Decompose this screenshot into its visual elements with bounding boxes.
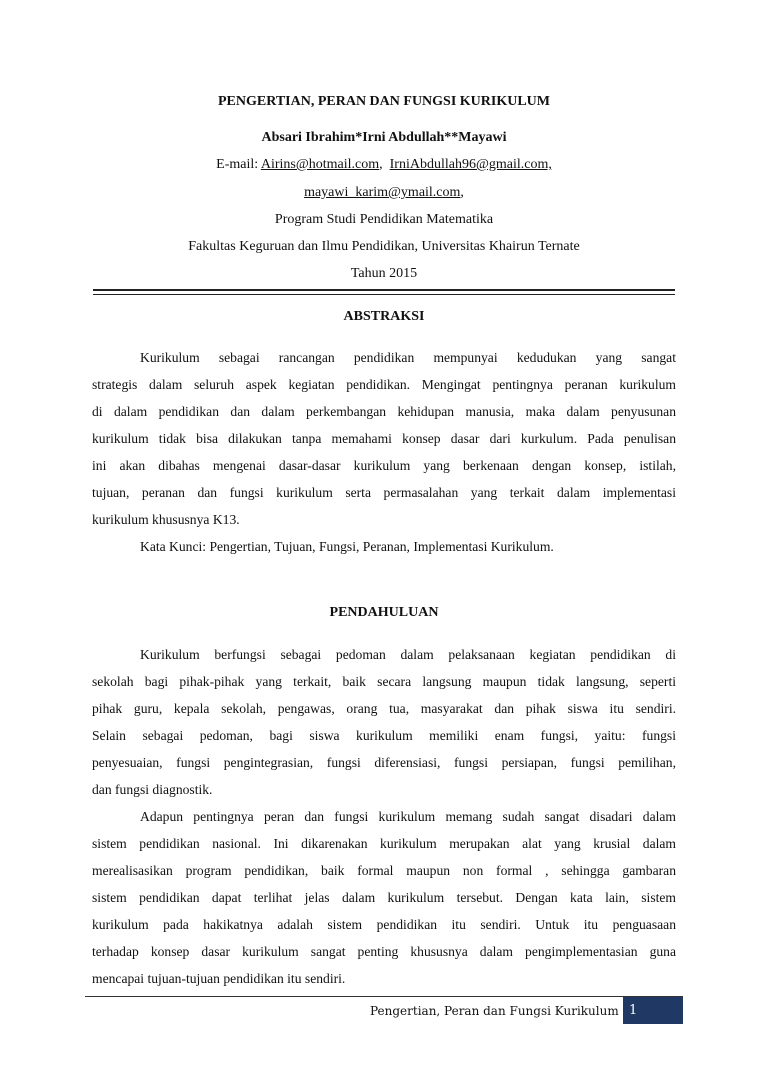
intro-line: kurikulum pada hakikatnya adalah sistem pendidikan itu sendiri. Untuk itu penguasaan bbox=[92, 917, 676, 932]
intro-line: sekolah bagi pihak-pihak yang terkait, baik secara langsung maupun tidak langsung, seperti bbox=[92, 674, 676, 689]
authors: Absari Ibrahim*Irni Abdullah**Mayawi bbox=[261, 130, 507, 145]
email-link-3[interactable]: mayawi_karim@ymail.com bbox=[304, 185, 461, 200]
abstract-line: Kurikulum sebagai rancangan pendidikan mempunyai kedudukan yang sangat bbox=[140, 350, 676, 365]
intro-line: dan fungsi diagnostik. bbox=[92, 782, 213, 797]
intro-line: sistem pendidikan dapat terlihat jelas dalam kurikulum tersebut. Dengan kata lain, sistem bbox=[92, 890, 676, 905]
year: Tahun 2015 bbox=[350, 266, 418, 281]
paper-title: PENGERTIAN, PERAN DAN FUNGSI KURIKULUM bbox=[217, 94, 551, 109]
intro-line: Selain sebagai pedoman, bagi siswa kurikulum memiliki enam fungsi, yaitu: fungsi bbox=[92, 728, 676, 743]
intro-heading: PENDAHULUAN bbox=[329, 605, 439, 620]
divider bbox=[93, 294, 675, 295]
faculty: Fakultas Keguruan dan Ilmu Pendidikan, Universitas Khairun Ternate bbox=[188, 239, 580, 254]
email-link-2[interactable]: IrniAbdullah96@gmail.com, bbox=[389, 157, 552, 172]
intro-line: sistem pendidikan nasional. Ini dikarenakan kurikulum merupakan alat yang krusial dalam bbox=[92, 836, 676, 851]
keywords: Kata Kunci: Pengertian, Tujuan, Fungsi, Peranan, Implementasi Kurikulum. bbox=[140, 539, 554, 554]
page-number: 1 bbox=[623, 997, 683, 1024]
abstract-line: kurikulum khususnya K13. bbox=[92, 512, 240, 527]
intro-line: penyesuaian, fungsi pengintegrasian, fungsi diferensiasi, fungsi persiapan, fungsi pemilihan, bbox=[92, 755, 676, 770]
intro-line: Adapun pentingnya peran dan fungsi kurikulum memang sudah sangat disadari dalam bbox=[140, 809, 676, 824]
intro-line: mencapai tujuan-tujuan pendidikan itu sendiri. bbox=[92, 971, 346, 986]
email-line-2: mayawi_karim@ymail.com, bbox=[304, 185, 464, 200]
abstract-line: tujuan, peranan dan fungsi kurikulum serta permasalahan yang terkait dalam implementasi bbox=[92, 485, 676, 500]
abstract-line: strategis dalam seluruh aspek kegiatan pendidikan. Mengingat pentingnya peranan kurikulum bbox=[92, 377, 676, 392]
email-link-1[interactable]: Airins@hotmail.com bbox=[260, 157, 380, 172]
intro-line: Kurikulum berfungsi sebagai pedoman dalam pelaksanaan kegiatan pendidikan di bbox=[140, 647, 676, 662]
program: Program Studi Pendidikan Matematika bbox=[274, 212, 494, 227]
intro-line: terhadap konsep dasar kurikulum sangat penting khususnya dalam pengimplementasian guna bbox=[92, 944, 676, 959]
footer-rule bbox=[85, 996, 683, 997]
abstract-line: ini akan dibahas mengenai dasar-dasar kurikulum yang berkenaan dengan konsep, istilah, bbox=[92, 458, 676, 473]
intro-line: pihak guru, kepala sekolah, pengawas, orang tua, masyarakat dan pihak siswa itu sendiri. bbox=[92, 701, 676, 716]
divider bbox=[93, 289, 675, 291]
email-line: E-mail: Airins@hotmail.com, IrniAbdullah96@gmail.com, bbox=[216, 157, 552, 172]
abstract-line: di dalam pendidikan dan dalam perkembangan kehidupan manusia, maka dalam penyusunan bbox=[92, 404, 676, 419]
email-label: E-mail: bbox=[216, 157, 261, 172]
footer-running-title: Pengertian, Peran dan Fungsi Kurikulum bbox=[370, 1004, 619, 1018]
intro-line: merealisasikan program pendidikan, baik formal maupun non formal , sehingga gambaran bbox=[92, 863, 676, 878]
abstract-line: kurikulum tidak bisa dilakukan tanpa memahami konsep dasar dari kurkulum. Pada penulisan bbox=[92, 431, 676, 446]
abstract-heading: ABSTRAKSI bbox=[343, 309, 425, 324]
